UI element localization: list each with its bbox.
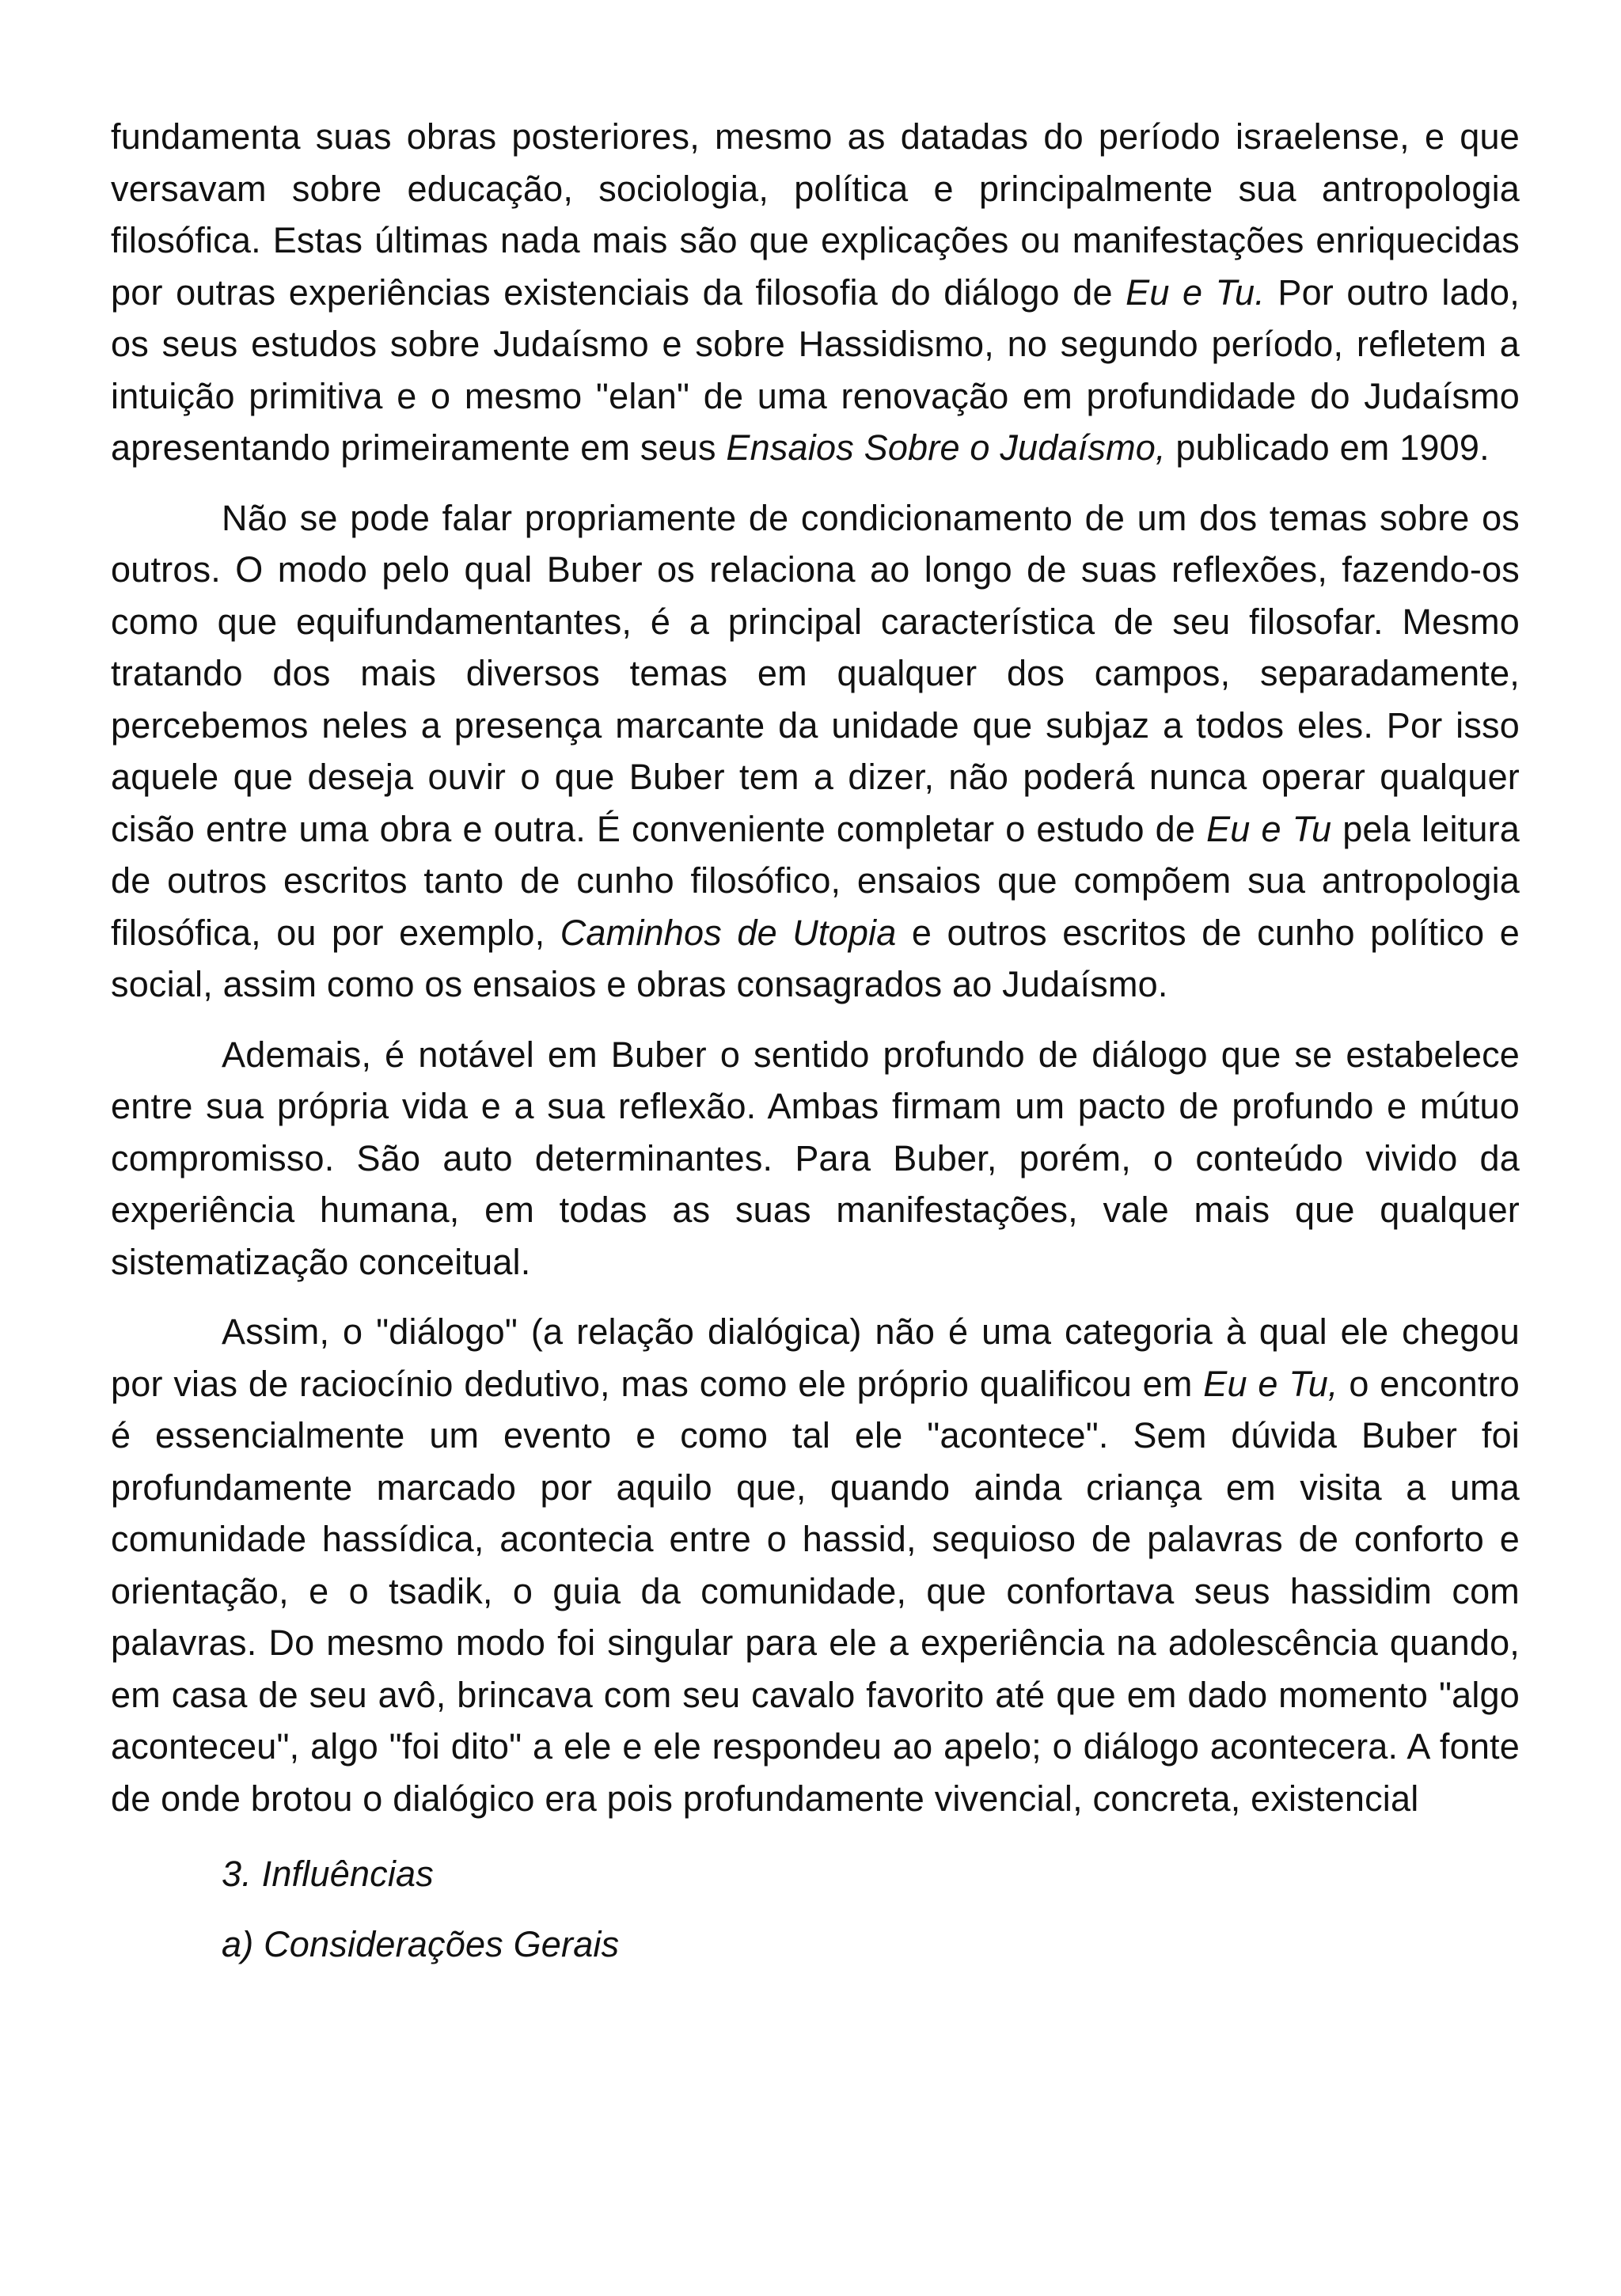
paragraph-3 [111, 1029, 1520, 1288]
paragraph-text: o encontro é essencialmente um evento e como tal ele "acontece". Sem dúvida Buber foi profundamente marcado por aquilo que, quando ainda criança em visita a uma comunidade hassídica, acontecia entre o hassid, sequioso de palavras de conforto e orientação, e o tsadik, o guia da comunidade, que confortava seus hassidim com palavras. Do mesmo modo foi singular para ele a experiência na adolescência quando, em casa de seu avô, brincava com seu cavalo favorito até que em dado momento "algo aconteceu", algo "foi dito" a ele e ele respondeu ao apelo; o diálogo acontecera. A fonte de onde brotou o dialógico era pois profundamente vivencial, concreta, existencial [111, 1363, 1520, 1819]
paragraph-4 [111, 1306, 1520, 1824]
book-title-caminhos-de-utopia: Caminhos de Utopia [560, 912, 897, 953]
paragraph-1 [111, 111, 1520, 474]
section-heading-influencias: 3. Influências [222, 1854, 434, 1894]
paragraph-2 [111, 492, 1520, 1011]
paragraph-text: publicado em 1909. [1165, 427, 1490, 468]
book-title-eu-e-tu: Eu e Tu. [1126, 271, 1265, 313]
paragraph-text: Por outro lado, os seus estudos sobre Judaísmo e sobre Hassidismo, no segundo período, refletem a intuição primitiva e o mesmo "elan" de uma renovação em profundidade do Judaísmo apresentando primeiramente em seus [111, 271, 1520, 468]
book-title-eu-e-tu: Eu e Tu [1206, 808, 1332, 849]
paragraph-text: Não se pode falar propriamente de condicionamento de um dos temas sobre os outros. O modo pelo qual Buber os relaciona ao longo de suas reflexões, fazendo-os como que equifundamentantes, é a principal característica de seu filosofar. Mesmo tratando dos mais diversos temas em qualquer dos campos, separadamente, percebemos neles a presença marcante da unidade que subjaz a todos eles. Por isso aquele que deseja ouvir o que Buber tem a dizer, não poderá nunca operar qualquer cisão entre uma obra e outra. É conveniente completar o estudo de [111, 497, 1520, 849]
document-page [111, 111, 1520, 1988]
subsection-heading-consideracoes-gerais: a) Considerações Gerais [222, 1923, 620, 1964]
paragraph-text: Ademais, é notável em Buber o sentido profundo de diálogo que se estabelece entre sua própria vida e a sua reflexão. Ambas firmam um pacto de profundo e mútuo compromisso. São auto determinantes. Para Buber, porém, o conteúdo vivido da experiência humana, em todas as suas manifestações, vale mais que qualquer sistematização conceitual. [111, 1034, 1520, 1282]
paragraph-text: pela leitura de outros escritos tanto de cunho filosófico, ensaios que compõem sua antropologia filosófica, ou por exemplo, [111, 808, 1520, 953]
book-title-ensaios-sobre-o-judaismo: Ensaios Sobre o Judaísmo, [726, 427, 1166, 468]
paragraph-text: fundamenta suas obras posteriores, mesmo as datadas do período israelense, e que versavam sobre educação, sociologia, política e principalmente sua antropologia filosófica. Estas últimas nada mais são que explicações ou manifestações enriquecidas por outras experiências existenciais da filosofia do diálogo de [111, 116, 1520, 313]
paragraph-text: e outros escritos de cunho político e social, assim como os ensaios e obras consagrados ao Judaísmo. [111, 912, 1520, 1004]
paragraph-text: Assim, o "diálogo" (a relação dialógica) não é uma categoria à qual ele chegou por vias de raciocínio dedutivo, mas como ele próprio qualificou em [111, 1311, 1520, 1404]
book-title-eu-e-tu: Eu e Tu, [1203, 1363, 1338, 1404]
